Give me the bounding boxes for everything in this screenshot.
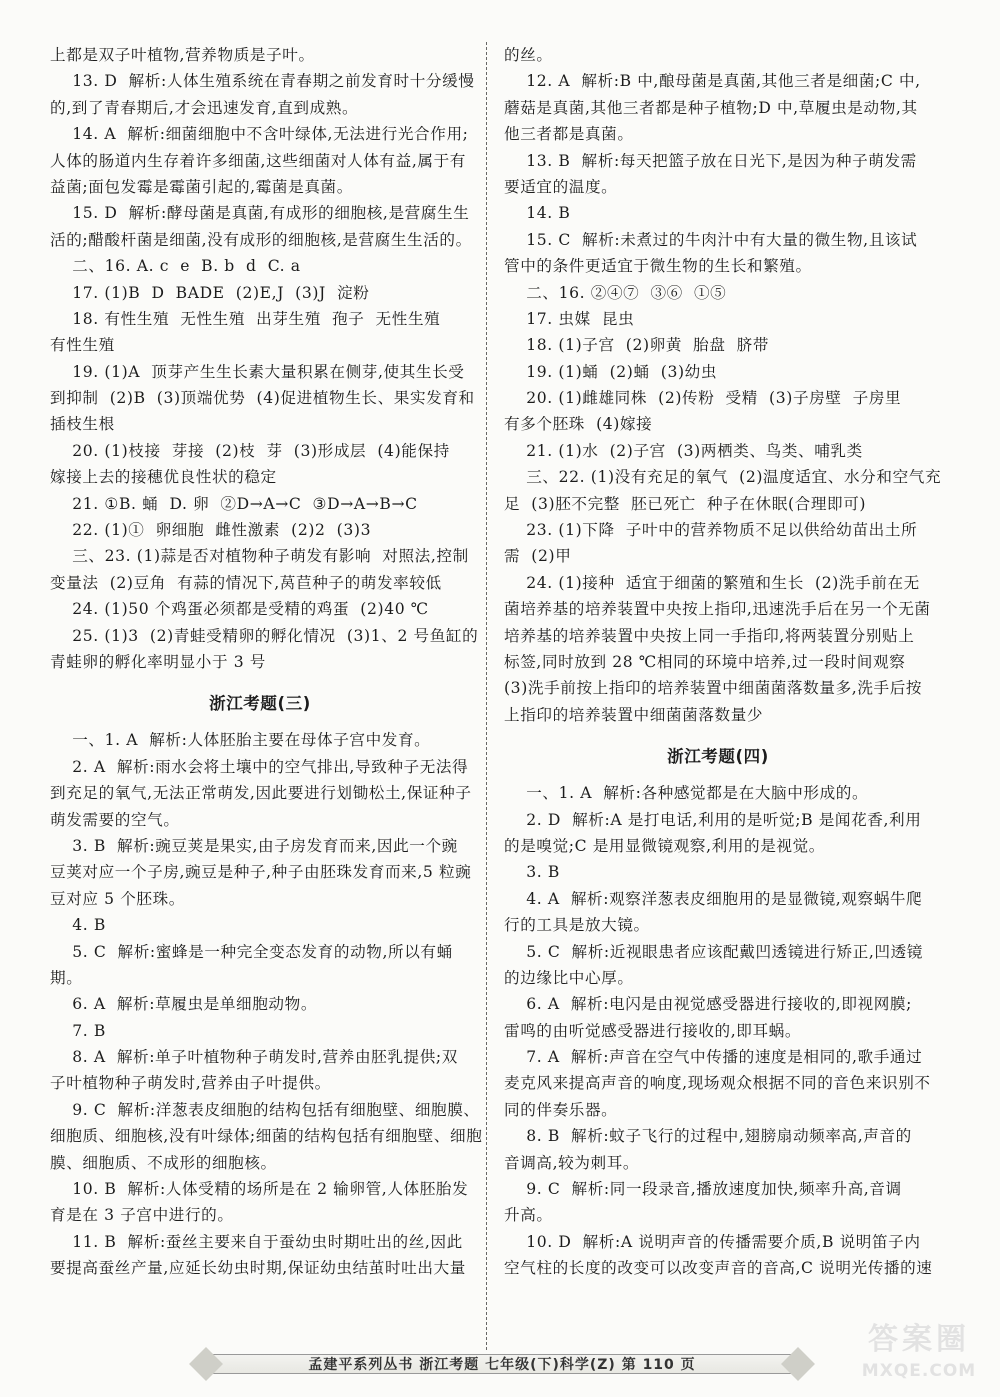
answer-line: 的,到了青春期后,才会迅速发育,直到成熟。 [50,98,359,117]
answer-line: 8. A 解析:单子叶植物种子萌发时,营养由胚乳提供;双 [50,1048,458,1067]
answer-line: 21. (1)水 (2)子宫 (3)两栖类、鸟类、哺乳类 [504,441,863,460]
answer-line: 二、16. ②④⑦ ③⑥ ①⑤ [504,283,727,302]
answer-line: 19. (1)A 顶芽产生生长素大量积累在侧芽,使其生长受 [50,362,465,381]
answer-line: 11. B 解析:蚕丝主要来自于蚕幼虫时期吐出的丝,因此 [50,1232,463,1251]
answer-line: 行的工具是放大镜。 [504,916,650,935]
answer-line: 上指印的培养装置中细菌菌落数量少 [504,705,764,724]
answer-line: 15. D 解析:酵母菌是真菌,有成形的细胞核,是营腐生生 [50,204,470,223]
answer-line: 益菌;面包发霉是霉菌引起的,霉菌是真菌。 [50,177,353,196]
answer-line: 要提高蚕丝产量,应延长幼虫时期,保证幼虫结茧时吐出大量 [50,1259,466,1278]
answer-line: 豆荚对应一个子房,豌豆是种子,种子由胚珠发育而来,5 粒豌 [50,863,472,882]
answer-line: 培养基的培养装置中央按上同一手指印,将两装置分别贴上 [504,626,915,645]
answer-line: 蘑菇是真菌,其他三者都是种子植物;D 中,草履虫是动物,其 [504,98,918,117]
answer-line: 14. A 解析:细菌细胞中不含叶绿体,无法进行光合作用; [50,125,469,144]
right-column [504,42,942,1282]
page-footer [192,1348,812,1380]
answer-line: 菌培养基的培养装置中央按上指印,迅速洗手后在另一个无菌 [504,600,931,619]
answer-line: 22. (1)① 卵细胞 雌性激素 (2)2 (3)3 [50,521,372,540]
watermark-logo [844,1321,994,1391]
answer-line: 2. A 解析:雨水会将土壤中的空气排出,导致种子无法得 [50,757,469,776]
answer-line: 子叶植物种子萌发时,营养由子叶提供。 [50,1074,331,1093]
answer-line: 10. D 解析:A 说明声音的传播需要介质,B 说明笛子内 [504,1232,921,1251]
answer-line: 9. C 解析:同一段录音,播放速度加快,频率升高,音调 [504,1180,902,1199]
answer-line: (3)洗手前按上指印的培养装置中细菌菌落数量多,洗手后按 [504,679,923,698]
answer-line: 标签,同时放到 28 ℃相同的环境中培养,过一段时间观察 [504,652,906,671]
answer-line: 人体的肠道内生存着许多细菌,这些细菌对人体有益,属于有 [50,151,466,170]
answer-line: 有多个胚珠 (4)嫁接 [504,415,653,434]
answer-line: 18. (1)子宫 (2)卵黄 胎盘 脐带 [504,336,770,355]
answer-line: 6. A 解析:电闪是由视觉感受器进行接收的,即视网膜; [504,995,912,1014]
answer-line: 同的伴奏乐器。 [504,1100,618,1119]
answer-line: 7. A 解析:声音在空气中传播的速度是相同的,歌手通过 [504,1048,923,1067]
answer-line: 细胞质、细胞核,没有叶绿体;细菌的结构包括有细胞壁、细胞 [50,1127,483,1146]
answer-line: 的丝。 [504,46,553,64]
answer-line: 5. C 解析:蜜蜂是一种完全变态发育的动物,所以有蛹 [50,942,453,961]
answer-line: 10. B 解析:人体受精的场所是在 2 输卵管,人体胚胎发 [50,1180,469,1199]
answer-line: 20. (1)枝接 芽接 (2)枝 芽 (3)形成层 (4)能保持 [50,441,450,460]
answer-line: 空气柱的长度的改变可以改变声音的音高,C 说明光传播的速 [504,1259,933,1278]
answer-line: 的边缘比中心厚。 [504,968,634,987]
answer-line: 6. A 解析:草履虫是单细胞动物。 [50,995,318,1014]
answer-line: 到抑制 (2)B (3)顶端优势 (4)促进植物生长、果实发育和 [50,389,475,408]
section-heading: 浙江考题(四) [667,747,769,767]
answer-line: 的是嗅觉;C 是用显微镜观察,利用的是视觉。 [504,836,825,855]
answer-line: 育是在 3 子宫中进行的。 [50,1206,234,1225]
answer-line: 3. B [504,863,560,882]
answer-line: 8. B 解析:蚊子飞行的过程中,翅膀扇动频率高,声音的 [504,1127,912,1146]
answer-line: 5. C 解析:近视眼患者应该配戴凹透镜进行矫正,凹透镜 [504,942,923,961]
answer-line: 豆对应 5 个胚珠。 [50,889,185,908]
answer-line: 14. B [504,204,571,223]
answer-line: 麦克风来提高声音的响度,现场观众根据不同的音色来识别不 [504,1074,931,1093]
answer-line: 9. C 解析:洋葱表皮细胞的结构包括有细胞壁、细胞膜、 [50,1100,480,1119]
answer-line: 12. A 解析:B 中,酿母菌是真菌,其他三者是细菌;C 中, [504,72,921,91]
answer-line: 13. D 解析:人体生殖系统在青春期之前发育时十分缓慢 [50,72,475,91]
answer-line: 23. (1)下降 子叶中的营养物质不足以供给幼苗出土所 [504,521,918,540]
answer-line: 活的;醋酸杆菌是细菌,没有成形的细胞核,是营腐生生活的。 [50,230,472,249]
answer-line: 音调高,较为刺耳。 [504,1153,640,1172]
answer-line: 管中的条件更适宜于微生物的生长和繁殖。 [504,257,812,276]
answer-line: 膜、细胞质、不成形的细胞核。 [50,1153,277,1172]
watermark-line1: 答案圈 [868,1322,970,1357]
answer-line: 要适宜的温度。 [504,177,618,196]
footer-ornament-left-icon [189,1347,223,1381]
answer-line: 4. A 解析:观察洋葱表皮细胞用的是显微镜,观察蜗牛爬 [504,889,923,908]
footer-ornament-right-icon [781,1347,815,1381]
column-divider [486,42,487,1350]
answer-line: 7. B [50,1021,106,1040]
section-heading: 浙江考题(三) [209,694,311,714]
answer-line: 他三者都是真菌。 [504,125,634,144]
answer-line: 二、16. A. c e B. b d C. a [50,257,301,276]
answer-line: 有性生殖 [50,336,115,355]
answer-line: 17. (1)B D BADE (2)E,J (3)J 淀粉 [50,283,370,302]
answer-line: 20. (1)雌雄同株 (2)传粉 受精 (3)子房壁 子房里 [504,389,902,408]
answer-line: 雷鸣的由听觉感受器进行接收的,即耳蜗。 [504,1021,802,1040]
answer-line: 青蛙卵的孵化率明显小于 3 号 [50,652,266,671]
answer-line: 三、22. (1)没有充足的氧气 (2)温度适宜、水分和空气充 [504,468,942,487]
answer-line: 需 (2)甲 [504,547,572,566]
answer-line: 2. D 解析:A 是打电话,利用的是听觉;B 是闻花香,利用 [504,810,922,829]
answer-line: 15. C 解析:未煮过的牛肉汁中有大量的微生物,且该试 [504,230,918,249]
answer-line: 萌发需要的空气。 [50,810,180,829]
answer-line: 足 (3)胚不完整 胚已死亡 种子在休眠(合理即可) [504,494,867,513]
answer-line: 升高。 [504,1206,553,1225]
answer-line: 嫁接上去的接穗优良性状的稳定 [50,468,277,487]
answer-line: 插枝生根 [50,415,115,434]
answer-line: 24. (1)接种 适宜于细菌的繁殖和生长 (2)洗手前在无 [504,573,920,592]
answer-line: 17. 虫媒 昆虫 [504,309,635,328]
left-column [50,42,483,1282]
answer-line: 21. ①B. 蛹 D. 卵 ②D→A→C ③D→A→B→C [50,494,418,513]
answer-line: 一、1. A 解析:各种感觉都是在大脑中形成的。 [504,784,869,803]
answer-line: 25. (1)3 (2)青蛙受精卵的孵化情况 (3)1、2 号鱼缸的 [50,626,479,645]
answer-line: 变量法 (2)豆角 有蒜的情况下,莴苣种子的萌发率较低 [50,573,442,592]
footer-text: 孟建平系列丛书 浙江考题 七年级(下)科学(Z) 第 110 页 [308,1357,696,1373]
answer-line: 3. B 解析:豌豆荚是果实,由子房发育而来,因此一个豌 [50,836,458,855]
answer-line: 4. B [50,916,106,935]
watermark-line2: MXQE.COM [861,1361,977,1381]
answer-line: 24. (1)50 个鸡蛋必须都是受精的鸡蛋 (2)40 ℃ [50,600,429,619]
answer-line: 三、23. (1)蒜是否对植物种子萌发有影响 对照法,控制 [50,547,469,566]
answer-line: 一、1. A 解析:人体胚胎主要在母体子宫中发育。 [50,731,431,750]
answer-line: 到充足的氧气,无法正常萌发,因此要进行划锄松土,保证种子 [50,784,472,803]
answer-line: 18. 有性生殖 无性生殖 出芽生殖 孢子 无性生殖 [50,309,441,328]
answer-line: 13. B 解析:每天把篮子放在日光下,是因为种子萌发需 [504,151,917,170]
answer-line: 上都是双子叶植物,营养物质是子叶。 [50,46,315,64]
answer-line: 期。 [50,968,83,987]
answer-line: 19. (1)蛹 (2)蛹 (3)幼虫 [504,362,718,381]
